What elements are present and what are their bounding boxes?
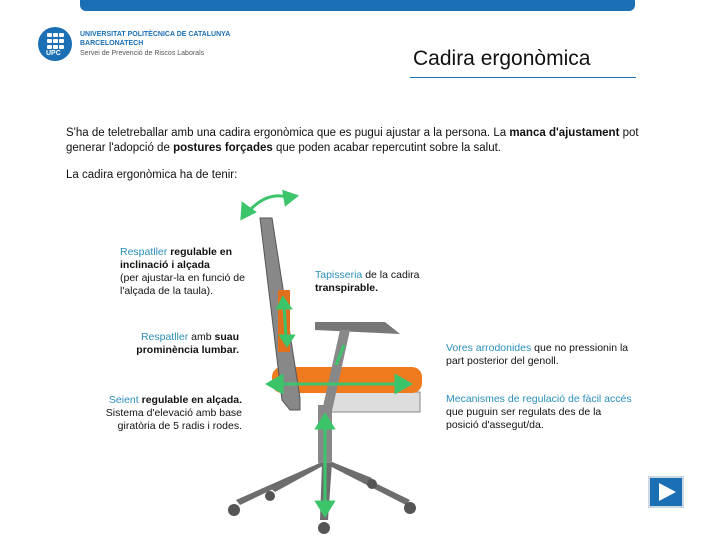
logo-text: UPC [46, 50, 61, 57]
label-mechanisms: Mecanismes de regulació de fàcil accés que puguin ser regulats des de la posició d'assegut/da. [446, 393, 632, 431]
label-backrest-adjust: Respatller regulable en inclinació i alçada (per ajustar-la en funció de l'alçada de la taula). [120, 246, 245, 297]
page-title: Cadira ergonòmica [413, 47, 591, 70]
label-seat: Seient regulable en alçada. Sistema d'elevació amb base giratòria de 5 radis i rodes. [105, 394, 242, 432]
label-lumbar: Respatller amb suau prominència lumbar. [136, 331, 239, 356]
label-fabric: Tapisseria de la cadira transpirable. [315, 269, 420, 294]
play-next-icon [650, 478, 682, 506]
armrest [315, 322, 400, 334]
next-slide-button[interactable] [648, 476, 684, 508]
intro-paragraph: S'ha de teletreballar amb una cadira ergonòmica que es pugui ajustar a la persona. La manca d'ajustament pot generar l'adopció de postures forçades que poden acabar repercutint sobre la salut. [66, 127, 639, 154]
intro-lead: La cadira ergonòmica ha de tenir: [66, 169, 238, 181]
seat-mechanism [330, 392, 420, 412]
chair-base [228, 462, 416, 534]
org-line2: BARCELONATECH [80, 40, 144, 47]
org-line1: UNIVERSITAT POLITÈCNICA DE CATALUNYA [80, 31, 231, 38]
org-sub: Servei de Prevenció de Riscos Laborals [80, 50, 205, 57]
label-edges: Vores arrodonides que no pressionin la part posterior del genoll. [446, 342, 629, 367]
